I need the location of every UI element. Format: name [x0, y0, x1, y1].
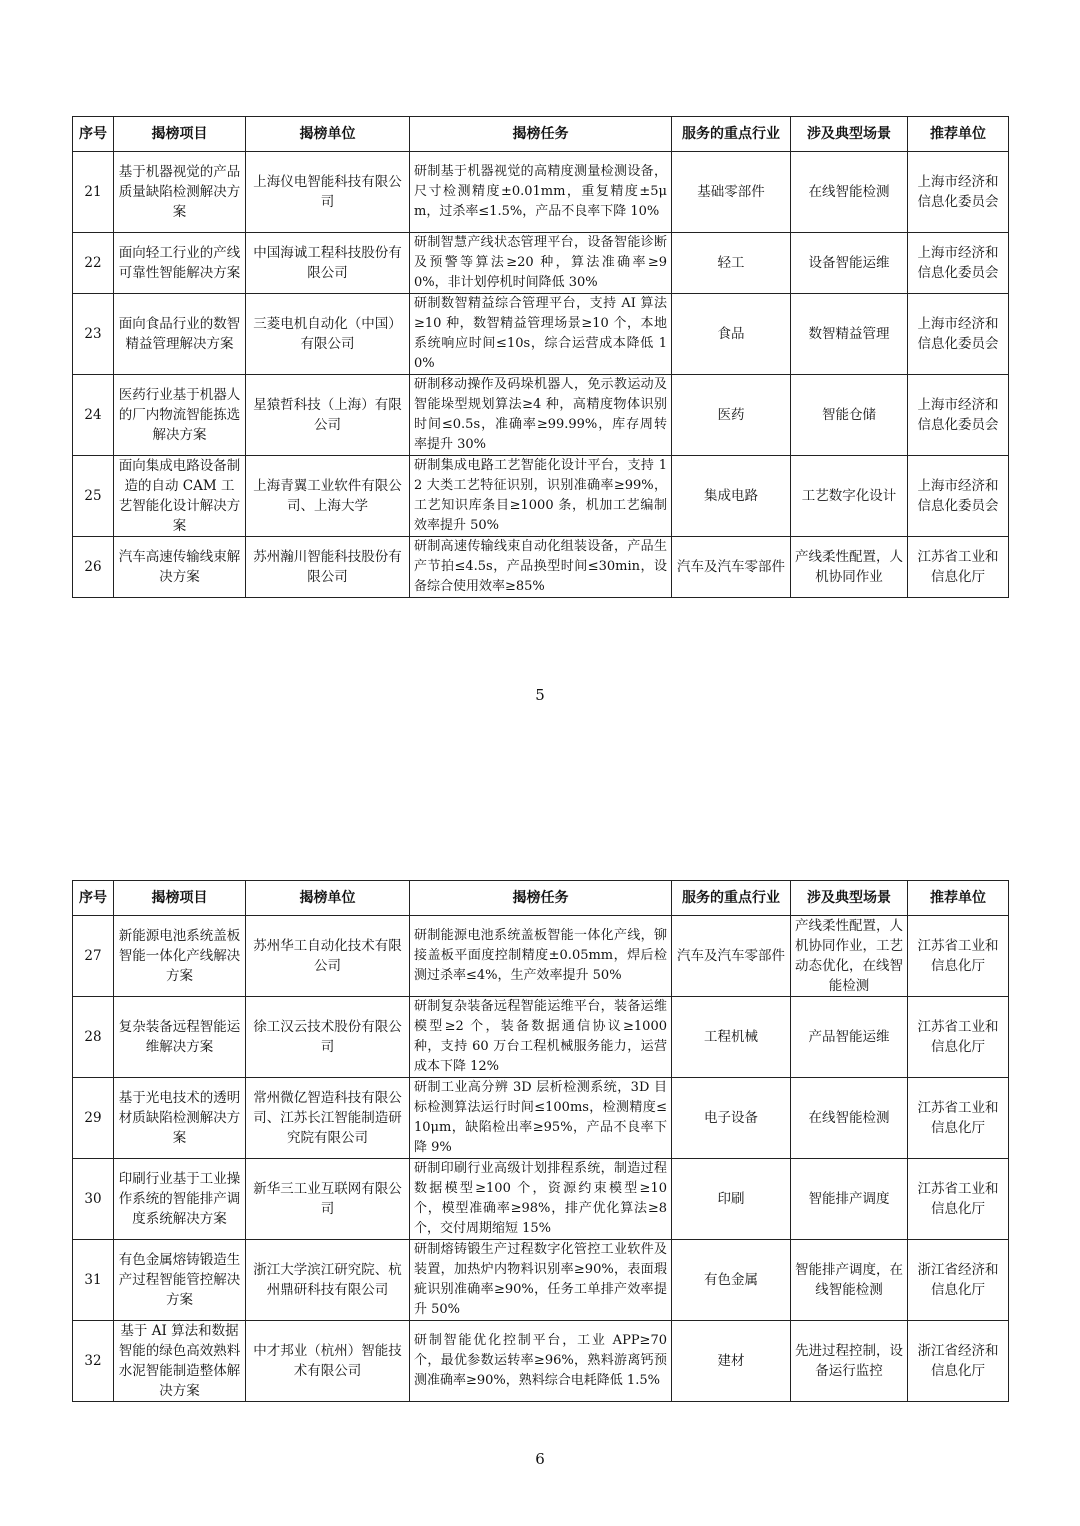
row-scene: 智能仓储 — [791, 375, 908, 456]
row-task: 研制印刷行业高级计划排程系统，制造过程数据模型≥100 个，资源约束模型≥10 个，模型准确率≥98%，排产优化算法≥8 个，交付周期缩短 15% — [410, 1159, 672, 1240]
row-scene: 产品智能运维 — [791, 997, 908, 1078]
header-task: 揭榜任务 — [410, 117, 672, 152]
row-recommender: 江苏省工业和信息化厅 — [908, 1078, 1009, 1159]
row-scene: 先进过程控制，设备运行监控 — [791, 1321, 908, 1402]
row-task: 研制集成电路工艺智能化设计平台，支持 12 大类工艺特征识别，识别准确率≥99%，工艺知识库条目≥1000 条，机加工艺编制效率提升 50% — [410, 456, 672, 537]
row-no: 32 — [73, 1321, 114, 1402]
table-row — [73, 1159, 1009, 1240]
table-row — [73, 997, 1009, 1078]
row-no: 27 — [73, 916, 114, 997]
row-industry: 建材 — [672, 1321, 791, 1402]
header-project: 揭榜项目 — [114, 881, 246, 916]
row-task: 研制高速传输线束自动化组装设备，产品生产节拍≤4.5s，产品换型时间≤30min，设备综合使用效率≥85% — [410, 537, 672, 598]
row-no: 28 — [73, 997, 114, 1078]
row-scene: 产线柔性配置，人机协同作业，工艺动态优化，在线智能检测 — [791, 916, 908, 997]
row-project: 面向食品行业的数智精益管理解决方案 — [114, 294, 246, 375]
row-no: 26 — [73, 537, 114, 598]
row-scene: 智能排产调度，在线智能检测 — [791, 1240, 908, 1321]
row-industry: 集成电路 — [672, 456, 791, 537]
header-recommender: 推荐单位 — [908, 117, 1009, 152]
row-recommender: 江苏省工业和信息化厅 — [908, 1159, 1009, 1240]
row-unit: 常州微亿智造科技有限公司、江苏长江智能制造研究院有限公司 — [246, 1078, 410, 1159]
header-no: 序号 — [73, 117, 114, 152]
row-recommender: 江苏省工业和信息化厅 — [908, 537, 1009, 598]
row-unit: 三菱电机自动化（中国）有限公司 — [246, 294, 410, 375]
row-unit: 中才邦业（杭州）智能技术有限公司 — [246, 1321, 410, 1402]
project-table — [72, 880, 1009, 1402]
row-task: 研制能源电池系统盖板智能一体化产线，铆接盖板平面度控制精度±0.05mm，焊后检测过杀率≤4%，生产效率提升 50% — [410, 916, 672, 997]
row-recommender: 浙江省经济和信息化厅 — [908, 1321, 1009, 1402]
document-page-6 — [0, 760, 1080, 1526]
row-task: 研制智慧产线状态管理平台，设备智能诊断及预警等算法≥20 种，算法准确率≥90%，非计划停机时间降低 30% — [410, 233, 672, 294]
row-project: 复杂装备远程智能运维解决方案 — [114, 997, 246, 1078]
row-recommender: 江苏省工业和信息化厅 — [908, 916, 1009, 997]
row-industry: 汽车及汽车零部件 — [672, 916, 791, 997]
header-task: 揭榜任务 — [410, 881, 672, 916]
table-row — [73, 537, 1009, 598]
header-scene: 涉及典型场景 — [791, 117, 908, 152]
header-no: 序号 — [73, 881, 114, 916]
header-unit: 揭榜单位 — [246, 117, 410, 152]
row-industry: 汽车及汽车零部件 — [672, 537, 791, 598]
row-project: 医药行业基于机器人的厂内物流智能拣选解决方案 — [114, 375, 246, 456]
page-number: 5 — [535, 686, 545, 704]
project-table — [72, 116, 1009, 598]
table-header-row — [73, 117, 1009, 152]
document-page-5 — [0, 0, 1080, 760]
row-project: 有色金属熔铸锻造生产过程智能管控解决方案 — [114, 1240, 246, 1321]
row-unit: 上海仪电智能科技有限公司 — [246, 152, 410, 233]
row-task: 研制工业高分辨 3D 层析检测系统，3D 目标检测算法运行时间≤100ms，检测精度≤10μm，缺陷检出率≥95%，产品不良率下降 9% — [410, 1078, 672, 1159]
row-unit: 新华三工业互联网有限公司 — [246, 1159, 410, 1240]
row-unit: 中国海诚工程科技股份有限公司 — [246, 233, 410, 294]
header-industry: 服务的重点行业 — [672, 881, 791, 916]
table-row — [73, 233, 1009, 294]
row-scene: 在线智能检测 — [791, 1078, 908, 1159]
row-task: 研制数智精益综合管理平台，支持 AI 算法≥10 种，数智精益管理场景≥10 个，本地系统响应时间≤10s，综合运营成本降低 10% — [410, 294, 672, 375]
row-industry: 轻工 — [672, 233, 791, 294]
row-recommender: 上海市经济和信息化委员会 — [908, 375, 1009, 456]
row-industry: 电子设备 — [672, 1078, 791, 1159]
row-project: 印刷行业基于工业操作系统的智能排产调度系统解决方案 — [114, 1159, 246, 1240]
table-row — [73, 1321, 1009, 1402]
row-project: 基于 AI 算法和数据智能的绿色高效熟料水泥智能制造整体解决方案 — [114, 1321, 246, 1402]
row-no: 29 — [73, 1078, 114, 1159]
row-unit: 浙江大学滨江研究院、杭州鼎研科技有限公司 — [246, 1240, 410, 1321]
table-row — [73, 1240, 1009, 1321]
table-row — [73, 375, 1009, 456]
row-scene: 在线智能检测 — [791, 152, 908, 233]
row-no: 21 — [73, 152, 114, 233]
row-industry: 有色金属 — [672, 1240, 791, 1321]
row-scene: 工艺数字化设计 — [791, 456, 908, 537]
table-row — [73, 294, 1009, 375]
header-recommender: 推荐单位 — [908, 881, 1009, 916]
row-unit: 星猿哲科技（上海）有限公司 — [246, 375, 410, 456]
row-no: 23 — [73, 294, 114, 375]
row-task: 研制熔铸锻生产过程数字化管控工业软件及装置，加热炉内物料识别率≥90%，表面瑕疵识别准确率≥90%，任务工单排产效率提升 50% — [410, 1240, 672, 1321]
row-project: 基于机器视觉的产品质量缺陷检测解决方案 — [114, 152, 246, 233]
row-task: 研制基于机器视觉的高精度测量检测设备，尺寸检测精度±0.01mm，重复精度±5μm，过杀率≤1.5%，产品不良率下降 10% — [410, 152, 672, 233]
row-project: 汽车高速传输线束解决方案 — [114, 537, 246, 598]
header-scene: 涉及典型场景 — [791, 881, 908, 916]
row-no: 24 — [73, 375, 114, 456]
header-unit: 揭榜单位 — [246, 881, 410, 916]
row-recommender: 浙江省经济和信息化厅 — [908, 1240, 1009, 1321]
row-recommender: 上海市经济和信息化委员会 — [908, 456, 1009, 537]
row-scene: 设备智能运维 — [791, 233, 908, 294]
table-row — [73, 916, 1009, 997]
row-recommender: 上海市经济和信息化委员会 — [908, 152, 1009, 233]
row-industry: 医药 — [672, 375, 791, 456]
row-no: 25 — [73, 456, 114, 537]
row-task: 研制移动操作及码垛机器人，免示教运动及智能垛型规划算法≥4 种，高精度物体识别时间≤0.5s，准确率≥99.99%，库存周转率提升 30% — [410, 375, 672, 456]
row-no: 30 — [73, 1159, 114, 1240]
row-recommender: 上海市经济和信息化委员会 — [908, 294, 1009, 375]
row-project: 基于光电技术的透明材质缺陷检测解决方案 — [114, 1078, 246, 1159]
row-unit: 苏州华工自动化技术有限公司 — [246, 916, 410, 997]
table-row — [73, 456, 1009, 537]
row-industry: 食品 — [672, 294, 791, 375]
header-industry: 服务的重点行业 — [672, 117, 791, 152]
row-scene: 产线柔性配置，人机协同作业 — [791, 537, 908, 598]
row-unit: 苏州瀚川智能科技股份有限公司 — [246, 537, 410, 598]
row-task: 研制智能优化控制平台，工业 APP≥70 个，最优参数运转率≥96%，熟料游离钙预测准确率≥90%，熟料综合电耗降低 1.5% — [410, 1321, 672, 1402]
table-row — [73, 1078, 1009, 1159]
row-task: 研制复杂装备远程智能运维平台，装备运维模型≥2 个，装备数据通信协议≥1000 种，支持 60 万台工程机械服务能力，运营成本下降 12% — [410, 997, 672, 1078]
row-industry: 工程机械 — [672, 997, 791, 1078]
row-project: 新能源电池系统盖板智能一体化产线解决方案 — [114, 916, 246, 997]
row-project: 面向轻工行业的产线可靠性智能解决方案 — [114, 233, 246, 294]
header-project: 揭榜项目 — [114, 117, 246, 152]
row-unit: 上海青翼工业软件有限公司、上海大学 — [246, 456, 410, 537]
row-scene: 智能排产调度 — [791, 1159, 908, 1240]
row-project: 面向集成电路设备制造的自动 CAM 工艺智能化设计解决方案 — [114, 456, 246, 537]
table-header-row — [73, 881, 1009, 916]
table-row — [73, 152, 1009, 233]
page-number: 6 — [535, 1450, 545, 1468]
row-unit: 徐工汉云技术股份有限公司 — [246, 997, 410, 1078]
row-no: 31 — [73, 1240, 114, 1321]
row-no: 22 — [73, 233, 114, 294]
row-scene: 数智精益管理 — [791, 294, 908, 375]
row-recommender: 上海市经济和信息化委员会 — [908, 233, 1009, 294]
row-industry: 印刷 — [672, 1159, 791, 1240]
row-recommender: 江苏省工业和信息化厅 — [908, 997, 1009, 1078]
row-industry: 基础零部件 — [672, 152, 791, 233]
